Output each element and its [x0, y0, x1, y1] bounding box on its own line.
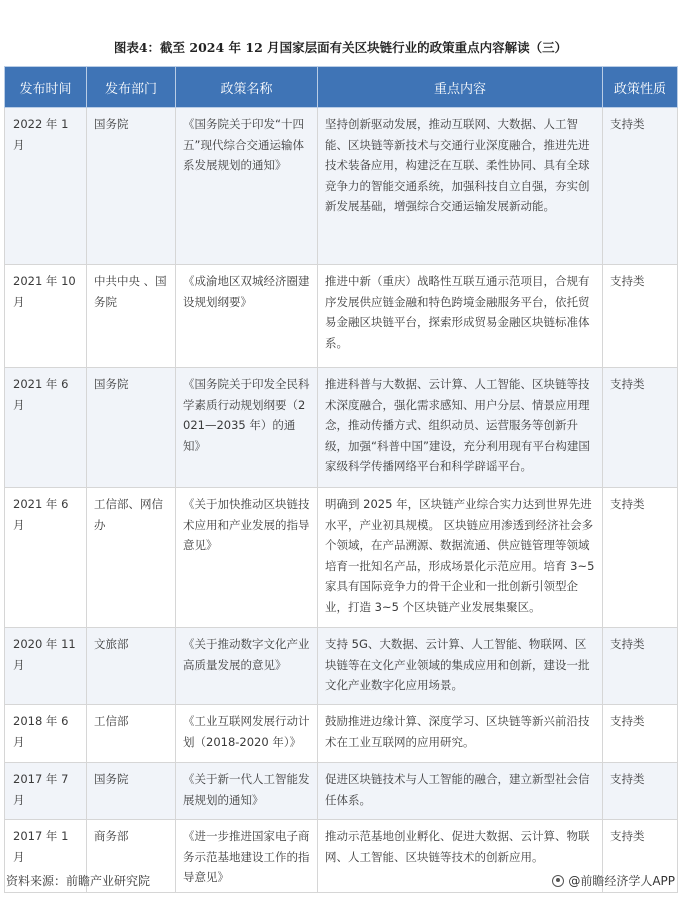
cell-name: 《进一步推进国家电子商务示范基地建设工作的指导意见》: [176, 820, 318, 893]
footer-logo: [552, 872, 675, 889]
table-row: [5, 265, 678, 368]
column-header-dept: 发布部门: [87, 67, 176, 108]
cell-date: 2021 年 10 月: [5, 265, 87, 368]
cell-date: 2021 年 6 月: [5, 368, 87, 488]
table-row: [5, 488, 678, 628]
cell-content: 推进科普与大数据、云计算、人工智能、区块链等技术深度融合，强化需求感知、用户分层、情景应用理念，推动传播方式、组织动员、运营服务等创新升级，加强“科普中国”建设，充分利用现有平台构建国家级科学传播网络平台和科学辟谣平台。: [318, 368, 603, 488]
table-row: [5, 368, 678, 488]
cell-name: 《关于推动数字文化产业高质量发展的意见》: [176, 628, 318, 705]
source-note: 资料来源：前瞻产业研究院: [6, 874, 151, 888]
qianzhan-logo-icon: [552, 875, 564, 887]
cell-name: 《成渝地区双城经济圈建设规划纲要》: [176, 265, 318, 368]
cell-nature: 支持类: [603, 820, 678, 893]
column-header-content: 重点内容: [318, 67, 603, 108]
cell-dept: 商务部: [87, 820, 176, 893]
cell-name: 《工业互联网发展行动计划（2018-2020 年）》: [176, 705, 318, 763]
cell-dept: 国务院: [87, 108, 176, 265]
cell-dept: 工信部: [87, 705, 176, 763]
cell-dept: 中共中央 、国务院: [87, 265, 176, 368]
cell-dept: 文旅部: [87, 628, 176, 705]
cell-nature: 支持类: [603, 368, 678, 488]
cell-content: 促进区块链技术与人工智能的融合，建立新型社会信任体系。: [318, 763, 603, 820]
cell-content: 推动示范基地创业孵化、促进大数据、云计算、物联网、人工智能、区块链等技术的创新应用。: [318, 820, 603, 893]
cell-content: 坚持创新驱动发展，推动互联网、大数据、人工智能、区块链等新技术与交通行业深度融合，推进先进技术装备应用，构建泛在互联、柔性协同、具有全球竞争力的智能交通系统，加强科技自立自强，夯实创新发展基础，增强综合交通运输发展新动能。: [318, 108, 603, 265]
cell-date: 2017 年 7 月: [5, 763, 87, 820]
cell-name: 《关于加快推动区块链技术应用和产业发展的指导意见》: [176, 488, 318, 628]
cell-date: 2022 年 1 月: [5, 108, 87, 265]
cell-nature: 支持类: [603, 628, 678, 705]
cell-content: 鼓励推进边缘计算、深度学习、区块链等新兴前沿技术在工业互联网的应用研究。: [318, 705, 603, 763]
table-row: [5, 705, 678, 763]
cell-dept: 工信部、网信办: [87, 488, 176, 628]
column-header-nature: 政策性质: [603, 67, 678, 108]
table-row: [5, 763, 678, 820]
cell-dept: 国务院: [87, 368, 176, 488]
cell-nature: 支持类: [603, 763, 678, 820]
cell-dept: 国务院: [87, 763, 176, 820]
column-header-name: 政策名称: [176, 67, 318, 108]
table-row: [5, 108, 678, 265]
cell-date: 2020 年 11 月: [5, 628, 87, 705]
table-row: [5, 628, 678, 705]
cell-content: 推进中新（重庆）战略性互联互通示范项目，合规有序发展供应链金融和特色跨境金融服务平台，依托贸易金融区块链平台，探索形成贸易金融区块链标准体系。: [318, 265, 603, 368]
cell-nature: 支持类: [603, 265, 678, 368]
cell-name: 《国务院关于印发“十四五”现代综合交通运输体系发展规划的通知》: [176, 108, 318, 265]
footer-logo-text: @前瞻经济学人APP: [568, 874, 675, 888]
cell-nature: 支持类: [603, 108, 678, 265]
cell-name: 《关于新一代人工智能发展规划的通知》: [176, 763, 318, 820]
cell-content: 明确到 2025 年，区块链产业综合实力达到世界先进水平，产业初具规模。 区块链应用渗透到经济社会多个领域，在产品溯源、数据流通、供应链管理等领域培育一批知名产品，形成场景化示范应用。培育 3~5 家具有国际竞争力的骨干企业和一批创新引领型企业，打造 3~5 个区块链产业发展集聚区。: [318, 488, 603, 628]
cell-date: 2017 年 1 月: [5, 820, 87, 893]
cell-nature: 支持类: [603, 488, 678, 628]
header-row: [5, 67, 678, 108]
cell-content: 支持 5G、大数据、云计算、人工智能、物联网、区块链等在文化产业领域的集成应用和创新，建设一批文化产业数字化应用场景。: [318, 628, 603, 705]
cell-date: 2021 年 6 月: [5, 488, 87, 628]
column-header-date: 发布时间: [5, 67, 87, 108]
cell-nature: 支持类: [603, 705, 678, 763]
chart-title: 图表4：截至 2024 年 12 月国家层面有关区块链行业的政策重点内容解读（三）: [113, 40, 568, 55]
policy-table: [4, 66, 678, 893]
cell-date: 2018 年 6 月: [5, 705, 87, 763]
cell-name: 《国务院关于印发全民科学素质行动规划纲要（2021—2035 年）的通知》: [176, 368, 318, 488]
